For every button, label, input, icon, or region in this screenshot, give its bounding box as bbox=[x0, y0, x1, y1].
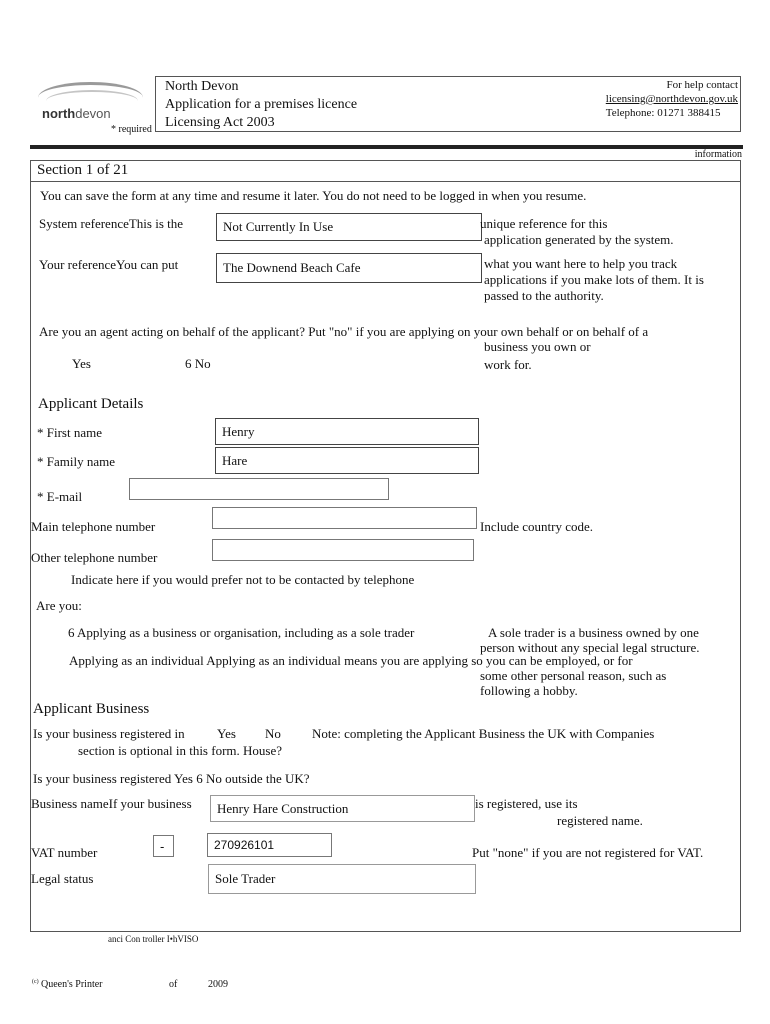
business-name-note: is registered, use its bbox=[475, 796, 578, 811]
form-title: North Devon Application for a premises licence Licensing Act 2003 bbox=[165, 79, 358, 130]
other-phone-label: Other telephone number bbox=[31, 550, 158, 565]
help-email-link[interactable]: licensing@northdevon.gov.uk bbox=[605, 93, 738, 105]
are-you-label: Are you: bbox=[36, 598, 82, 613]
your-ref-note: what you want here to help you track applications if you make lots of them. It is passed to the authority. bbox=[484, 256, 704, 303]
email-label: * E-mail bbox=[37, 489, 83, 504]
other-phone-field[interactable] bbox=[212, 539, 474, 561]
footer-controller: anci Con troller I•hVISO bbox=[108, 934, 199, 944]
header-divider bbox=[30, 145, 743, 149]
system-ref-field[interactable]: Not Currently In Use bbox=[216, 213, 482, 241]
footer-year: 2009 bbox=[208, 979, 228, 990]
agent-yes-option[interactable]: Yes bbox=[72, 356, 91, 371]
legal-status-label: Legal status bbox=[31, 871, 94, 886]
vat-prefix-field[interactable]: - bbox=[153, 835, 174, 857]
registered-note-2: section is optional in this form. House? bbox=[78, 743, 283, 758]
registered-question: Is your business registered in bbox=[33, 726, 185, 741]
vat-label: VAT number bbox=[31, 845, 98, 860]
individual-note: some other personal reason, such as following a hobby. bbox=[480, 668, 667, 698]
outside-uk-question: Is your business registered Yes 6 No outside the UK? bbox=[33, 771, 310, 786]
business-name-field[interactable]: Henry Hare Construction bbox=[210, 795, 475, 822]
footer-copyright: Queen's Printer bbox=[41, 979, 103, 990]
logo-text: northdevon bbox=[42, 106, 111, 121]
information-link[interactable]: information bbox=[694, 149, 742, 160]
section-title-divider bbox=[30, 181, 741, 182]
registered-no-option[interactable]: No bbox=[265, 726, 281, 741]
applying-individual-option[interactable]: Applying as an individual Applying as an individual means you are applying so you can be employed, or for bbox=[69, 653, 633, 668]
main-phone-note: Include country code. bbox=[480, 519, 593, 534]
registered-note: Note: completing the Applicant Business the UK with Companies bbox=[312, 726, 655, 741]
section-title: Section 1 of 21 bbox=[37, 162, 129, 178]
main-phone-field[interactable] bbox=[212, 507, 477, 529]
help-contact: For help contact licensing@northdevon.gov.uk Telephone: 01271 388415 bbox=[605, 79, 738, 119]
your-ref-label: Your referenceYou can put bbox=[39, 257, 179, 272]
family-name-field[interactable]: Hare bbox=[215, 447, 479, 474]
vat-note: Put "none" if you are not registered for VAT. bbox=[472, 845, 704, 860]
your-ref-field[interactable]: The Downend Beach Cafe bbox=[216, 253, 482, 283]
agent-question: Are you an agent acting on behalf of the applicant? Put "no" if you are applying on your own behalf or on behalf of a bbox=[39, 324, 649, 339]
business-heading: Applicant Business bbox=[33, 701, 150, 717]
footer-of: of bbox=[169, 979, 178, 990]
email-field[interactable] bbox=[129, 478, 389, 500]
sole-trader-note: A sole trader is a business owned by one person without any special legal structure. bbox=[480, 625, 700, 655]
required-note: * required bbox=[111, 124, 152, 135]
legal-status-field[interactable]: Sole Trader bbox=[208, 864, 476, 894]
applicant-heading: Applicant Details bbox=[38, 396, 144, 412]
first-name-field[interactable]: Henry bbox=[215, 418, 479, 445]
intro-text: You can save the form at any time and resume it later. You do not need to be logged in when you resume. bbox=[40, 188, 587, 203]
no-phone-option[interactable]: Indicate here if you would prefer not to be contacted by telephone bbox=[71, 572, 415, 587]
registered-yes-option[interactable]: Yes bbox=[217, 726, 236, 741]
business-name-note-2: registered name. bbox=[557, 813, 643, 828]
vat-number-field[interactable]: 270926101 bbox=[207, 833, 332, 857]
business-name-label: Business nameIf your business bbox=[31, 796, 192, 811]
system-ref-note: unique reference for this application generated by the system. bbox=[480, 216, 674, 247]
main-phone-label: Main telephone number bbox=[31, 519, 156, 534]
applying-business-option[interactable]: 6 Applying as a business or organisation, including as a sole trader bbox=[68, 625, 415, 640]
agent-no-option[interactable]: 6 No bbox=[185, 356, 211, 371]
copyright-mark: (c) bbox=[32, 979, 39, 985]
system-ref-label: System referenceThis is the bbox=[39, 216, 184, 231]
first-name-label: * First name bbox=[37, 425, 102, 440]
agent-note: business you own or work for. bbox=[484, 339, 591, 372]
family-name-label: * Family name bbox=[37, 454, 115, 469]
